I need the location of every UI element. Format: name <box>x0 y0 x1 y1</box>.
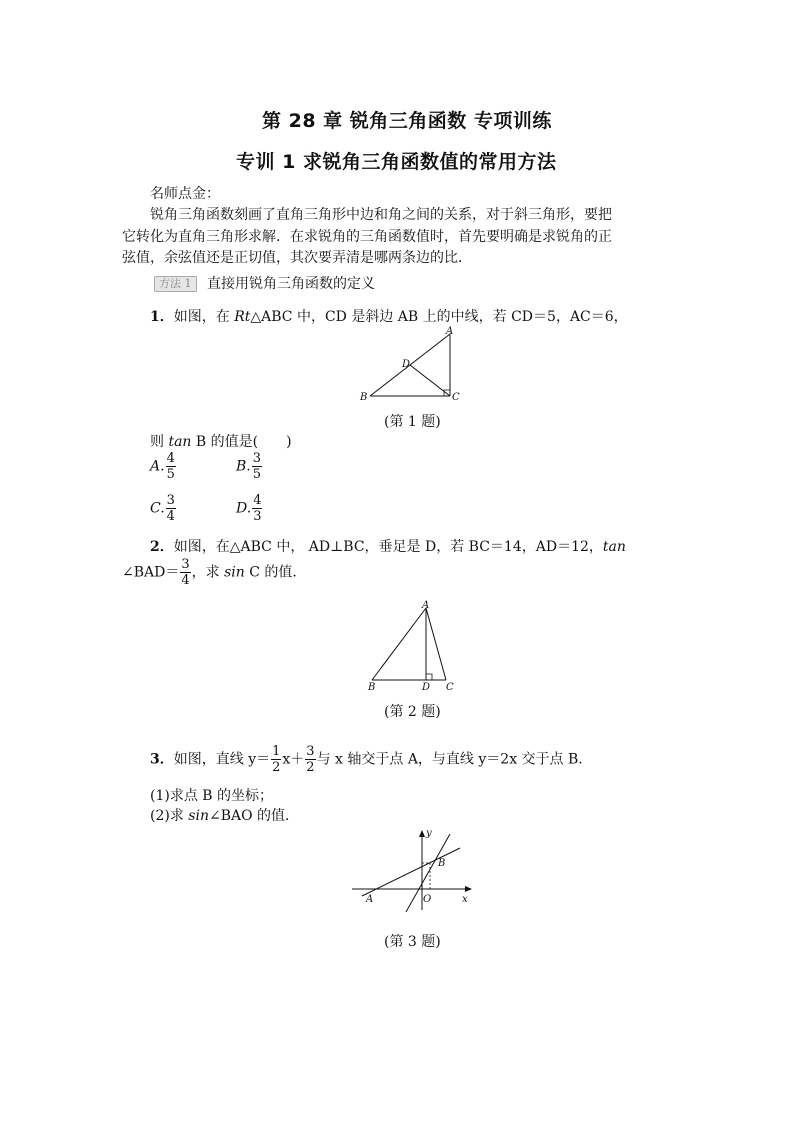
option-a-denominator: 5 <box>166 467 175 482</box>
option-b-label: B. <box>236 458 251 475</box>
option-c-denominator: 4 <box>166 509 175 524</box>
q2-frac-numerator: 3 <box>181 557 190 572</box>
q1-rt: Rt <box>234 309 251 325</box>
question-2-line-2 <box>122 558 306 587</box>
question-3-sub-1: (1)求点 B 的坐标； <box>150 788 274 804</box>
q3-frac2-denominator: 2 <box>306 760 315 775</box>
q2-text-b: ∠BAD＝ <box>122 564 180 581</box>
q3-sub2-b: ∠BAO 的值． <box>208 808 300 824</box>
q3-frac2-numerator: 3 <box>306 744 315 759</box>
fig2-label-c: C <box>446 682 454 693</box>
option-c-label: C. <box>150 500 165 517</box>
fig2-label-d: D <box>422 682 431 693</box>
fig2-label-b: B <box>368 682 376 693</box>
option-b[interactable] <box>236 452 263 481</box>
q3-frac1-numerator: 1 <box>272 744 281 759</box>
figure-2-caption: (第 2 题) <box>384 704 441 720</box>
q3-sub2-a: (2)求 <box>150 808 189 824</box>
tips-line-2: 它转化为直角三角形求解．在求锐角的三角函数值时，首先要明确是求锐角的正 <box>122 229 612 245</box>
option-d[interactable] <box>236 494 263 523</box>
q2-text-d: C 的值． <box>244 564 307 581</box>
q1-ask-a: 则 <box>150 434 169 450</box>
figure-2 <box>360 598 464 694</box>
option-b-numerator: 3 <box>252 451 262 466</box>
question-1-text <box>150 306 628 326</box>
q3-text-c: 与 x 轴交于点 A，与直线 y＝2x 交于点 B. <box>316 751 583 768</box>
figure-1 <box>358 326 468 406</box>
option-d-label: D. <box>236 500 252 517</box>
fig1-label-a: A <box>446 326 454 337</box>
fig3-label-x: x <box>462 894 468 905</box>
figure-3 <box>348 826 476 912</box>
q2-text-c: ，求 <box>191 564 225 581</box>
fig1-label-b: B <box>360 392 368 403</box>
fig3-label-a: A <box>366 894 374 905</box>
question-1-ask <box>150 431 292 451</box>
q1-text-b: △ABC 中，CD 是斜边 AB 上的中线，若 CD＝5，AC＝6， <box>250 309 628 325</box>
question-3-sub-2 <box>150 805 299 825</box>
chapter-title: 第 28 章 锐角三角函数 专项训练 <box>262 110 552 132</box>
fig3-y-arrow <box>419 830 425 837</box>
option-a-numerator: 4 <box>166 451 175 466</box>
tips-label: 名师点金： <box>150 186 220 202</box>
question-2-line-1 <box>150 536 626 556</box>
q3-text-a: 如图，直线 y＝ <box>173 751 271 768</box>
option-b-denominator: 5 <box>252 467 262 482</box>
figure-3-caption: (第 3 题) <box>384 934 441 950</box>
q1-text-a: 如图，在 <box>173 309 235 325</box>
fig3-label-o: O <box>423 894 432 905</box>
fig1-label-d: D <box>402 359 411 370</box>
option-a-label: A. <box>150 458 165 475</box>
method-1-heading <box>154 273 375 293</box>
method-1-title: 直接用锐角三角函数的定义 <box>206 276 375 292</box>
option-c[interactable] <box>150 494 177 523</box>
q2-text-a: 如图，在△ABC 中， AD⊥BC，垂足是 D，若 BC＝14，AD＝12， <box>173 539 603 555</box>
q2-sin: sin <box>224 564 245 581</box>
option-d-numerator: 4 <box>253 493 262 508</box>
fig3-x-arrow <box>465 886 472 892</box>
tips-line-1: 锐角三角函数刻画了直角三角形中边和角之间的关系，对于斜三角形，要把 <box>150 207 612 223</box>
q2-tan: tan <box>602 539 626 555</box>
q1-ask-b: B 的值是( ) <box>191 434 292 450</box>
question-3-number: 3． <box>150 751 174 768</box>
figure-1-caption: (第 1 题) <box>384 414 441 430</box>
fig1-label-c: C <box>452 392 460 403</box>
option-c-numerator: 3 <box>166 493 175 508</box>
fig2-side-ab <box>372 608 426 680</box>
q3-sub2-sin: sin <box>188 808 209 824</box>
option-a[interactable] <box>150 452 177 481</box>
option-d-denominator: 3 <box>253 509 262 524</box>
section-title: 专训 1 求锐角三角函数值的常用方法 <box>236 151 557 173</box>
tips-line-3: 弦值，余弦值还是正切值，其次要弄清是哪两条边的比． <box>122 250 472 266</box>
fig3-label-b: B <box>438 858 446 869</box>
q2-frac-denominator: 4 <box>181 573 190 588</box>
fig2-side-ac <box>426 608 446 680</box>
question-1-number: 1． <box>150 309 174 325</box>
fig3-label-y: y <box>426 828 432 839</box>
question-2-number: 2． <box>150 539 174 555</box>
fig2-label-a: A <box>422 600 430 611</box>
q3-text-b: x＋ <box>282 751 305 768</box>
method-1-badge: 方法 1 <box>154 276 197 292</box>
fig2-right-angle <box>426 674 432 680</box>
q3-frac1-denominator: 2 <box>272 760 281 775</box>
question-3-text <box>150 745 583 774</box>
q1-ask-tan: tan <box>168 434 192 450</box>
